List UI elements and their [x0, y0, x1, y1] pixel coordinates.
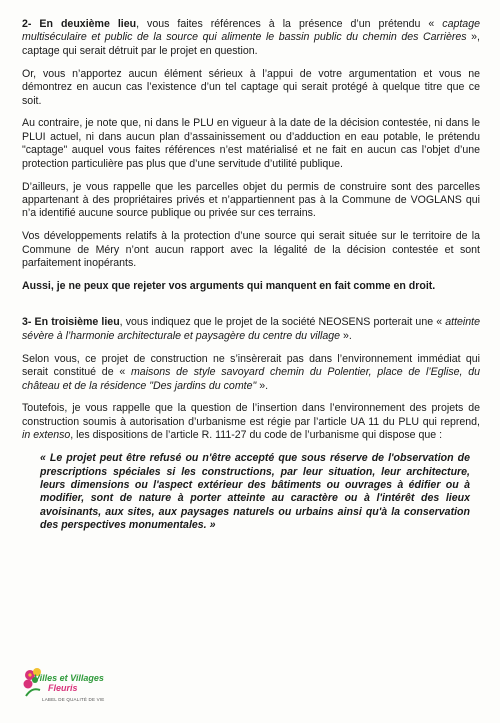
text: , vous faites références à la présence d’un prétendu « — [136, 18, 443, 30]
quoted-claim: captage multiséculaire et public de la source qui alimente le bassin public du chemin des Carrières — [22, 18, 480, 44]
letter-body — [22, 18, 480, 533]
quoted-claim: atteinte sévère à l’harmonie architecturale et paysagère du centre du village — [22, 316, 481, 342]
section2-conclusion: Aussi, je ne peux que rejeter vos arguments qui manquent en fait comme en droit. — [22, 280, 436, 292]
latin-term: in extenso — [22, 429, 71, 442]
section2-paragraph-3: Au contraire, je note que, ni dans le PLU en vigueur à la date de la décision contestée, ni dans le PLUI actuel, ni dans aucun plan d’assainissement ou d’adduction en eau potable, le prétendu "captage" auquel vous faites références n’est matérialisé et ne fait en aucun cas l’objet d’une protection particulière pas plus que d’une servitude d’utilité publique. — [22, 117, 480, 170]
legal-quote: « Le projet peut être refusé ou n'être accepté que sous réserve de l'observation de prescriptions spéciales si les constructions, par leur situation, leur architecture, leurs dimensions ou l'aspect extérieur des bâtiments ou ouvrages à édifier ou à modifier, sont de nature à porter atteinte au caractère ou à l'intérêt des lieux avoisinants, aux sites, aux paysages naturels ou urbains ainsi qu'à la conservation des perspectives monumentales. » — [40, 452, 470, 532]
section2-paragraph-2: Or, vous n’apportez aucun élément sérieux à l’appui de votre argumentation et vous ne démontrez en aucun cas l’existence d’un tel captage qui serait protégé à quelque titre que ce soit. — [22, 67, 480, 107]
text: , les dispositions de l’article R. 111-27 du code de l’urbanisme qui dispose que : — [70, 429, 443, 442]
text: ». — [256, 379, 269, 392]
logo-line-1: Villes et Villages — [34, 673, 104, 683]
text: , vous indiquez que le projet de la société NEOSENS porterait une « — [119, 316, 446, 329]
text: Selon vous, ce projet de construction ne s’insèrerait pas dans l’environnement immédiat qui serait constitué de « — [22, 352, 480, 379]
text: Toutefois, je vous rappelle que la question de l’insertion dans l’environnement des projets de construction soumis à autorisation d’urbanisme est régie par l’article UA 11 du PLU qui reprend, — [22, 402, 480, 428]
section2-heading: 2- En deuxième lieu — [22, 18, 137, 30]
section3-heading: 3- En troisième lieu — [22, 316, 120, 329]
section3-paragraph-1 — [22, 316, 480, 343]
villes-villages-fleuris-logo — [22, 666, 105, 714]
logo-line-2: Fleuris — [48, 683, 78, 693]
section3-paragraph-2 — [22, 353, 480, 393]
section2-paragraph-1 — [22, 18, 480, 58]
quoted-claim: maisons de style savoyard chemin du Polentier, place de l’Eglise, du château et de la résidence "Des jardins du comte" — [22, 366, 480, 392]
section3-paragraph-3 — [22, 402, 480, 442]
section2-paragraph-5: Vos développements relatifs à la protection d’une source qui serait située sur le territoire de la Commune de Méry n’ont aucun rapport avec la légalité de la décision contestée et sont parfaitement inopérants. — [22, 230, 480, 270]
text: », captage qui serait détruit par le projet en question. — [22, 31, 480, 57]
section2-paragraph-4: D’ailleurs, je vous rappelle que les parcelles objet du permis de construire sont des parcelles appartenant à des propriétaires privés et n’appartiennent pas à la Commune de VOGLANS qui n’a identifié aucune source publique ou privée sur ces terrains. — [22, 180, 480, 220]
logo-tagline: LABEL DE QUALITÉ DE VIE — [42, 697, 105, 702]
text: ». — [340, 329, 352, 342]
